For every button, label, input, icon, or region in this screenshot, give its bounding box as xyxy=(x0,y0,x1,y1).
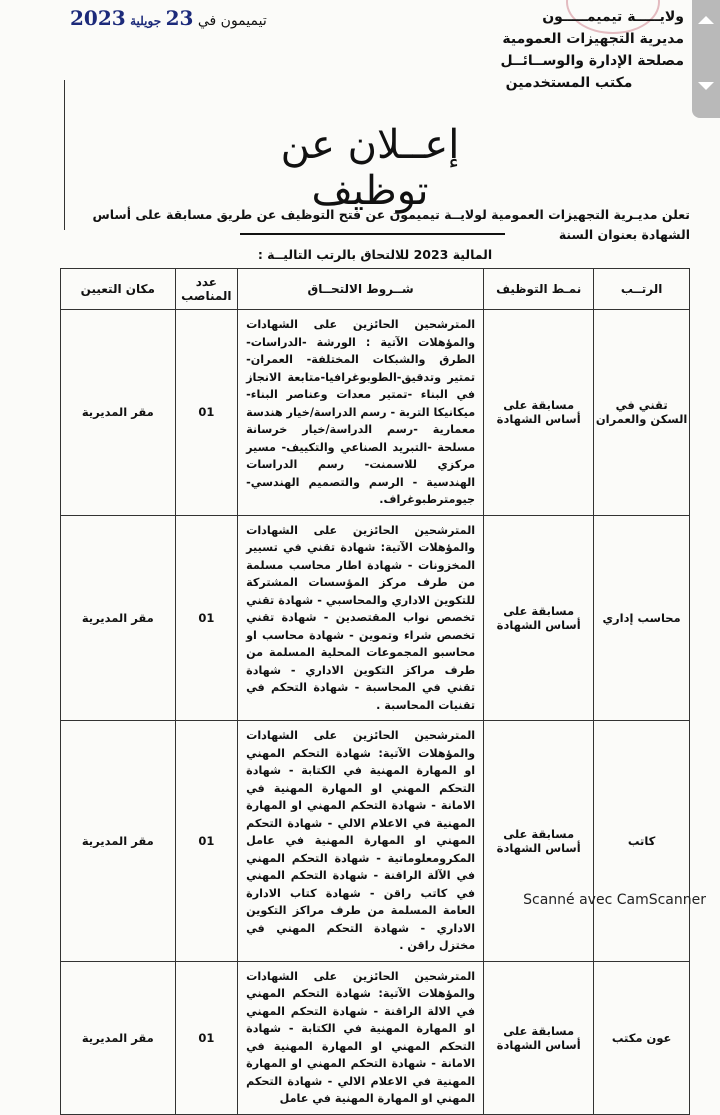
intro-line-2: المالية 2023 للالتحاق بالرتب التاليــة : xyxy=(257,247,493,262)
mode-cell: مسابقة على أساس الشهادة xyxy=(484,515,594,721)
rank-cell: كاتب xyxy=(594,721,690,962)
positions-table xyxy=(60,268,690,1115)
posts-cell: 01 xyxy=(175,721,238,962)
conditions-cell: المترشحين الحائزين على الشهادات والمؤهلات الآتية: شهادة التحكم المهني او المهارة المهنية في الكتابة - شهادة التحكم المهني او المهارة المهنية في الامانة - شهادة التحكم المهني او المهارة المهنية في الاعلام الالي - شهادة التحكم المهني او المهارة المهنية في عامل المكرومعلوماتية - شهادة التحكم المهني في الآلة الراقنة - شهادة التحكم المهني في كاتب راقن - شهادة كتاب الادارة العامة المسلمة من طرف مراكز التكوين الاداري - شهادة التحكم المهني في مختزل راقن . xyxy=(238,721,484,962)
col-mode: نمـط التوظيف xyxy=(484,269,594,310)
table-header-row xyxy=(61,269,690,310)
date-year: 2023 xyxy=(70,6,126,30)
date-month: جويلية xyxy=(130,14,162,28)
mode-cell: مسابقة على أساس الشهادة xyxy=(484,310,594,516)
scroll-control[interactable] xyxy=(692,0,720,118)
date-day: 23 xyxy=(165,6,194,30)
conditions-cell: المترشحين الحائزين على الشهادات والمؤهلات الآتية : الورشة -الدراسات-الطرق والشبكات المختلفة- العمران- تمتير وتدقيق-الطوبوغرافيا-متابعة الانجاز في البناء -تمتير معدات وعناصر البناء-ميكانيكا التربة - رسم الدراسة/خيار هندسة معمارية -رسم الدراسة/خيار خرسانة مسلحة -التبريد الصناعي والتكييف- مسير مركزي للاسمنت- رسم الدراسات الهندسية - الرسم والتصميم الهندسي- جيومترطبوغراف. xyxy=(238,310,484,516)
posts-cell: 01 xyxy=(175,310,238,516)
service-name: مصلحة الإدارة والوســائــل xyxy=(500,53,684,69)
posts-cell: 01 xyxy=(175,515,238,721)
col-rank: الرتــب xyxy=(594,269,690,310)
place-cell: مقر المديرية xyxy=(61,515,176,721)
directorate-name: مديرية التجهيزات العمومية xyxy=(502,31,684,47)
place-cell: مقر المديرية xyxy=(61,721,176,962)
posts-cell: 01 xyxy=(175,961,238,1114)
rank-cell: محاسب إداري xyxy=(594,515,690,721)
wilaya-name: ولايـــــة تيميمـــــون xyxy=(542,9,684,25)
col-place: مكان التعيين xyxy=(61,269,176,310)
date-prefix: تيميمون في xyxy=(197,13,267,29)
letterhead xyxy=(484,6,684,94)
rank-cell: عون مكتب xyxy=(594,961,690,1114)
mode-cell: مسابقة على أساس الشهادة xyxy=(484,721,594,962)
table-row xyxy=(61,310,690,516)
scroll-up-icon[interactable] xyxy=(698,16,714,24)
place-cell: مقر المديرية xyxy=(61,961,176,1114)
intro-line-1: تعلن مديـرية التجهيزات العمومية لولايــة تيميمون عن فتح التوظيف عن طريق مسابقة على أساس الشهادة بعنوان السنة xyxy=(92,207,690,242)
scanner-watermark: Scanné avec CamScanner xyxy=(523,892,706,908)
rank-cell: تقني في السكن والعمران xyxy=(594,310,690,516)
col-posts: عدد المناصب xyxy=(175,269,238,310)
office-name: مكتب المستخدمين xyxy=(505,75,633,91)
conditions-cell: المترشحين الحائزين على الشهادات والمؤهلات الآتية: شهادة التحكم المهني في الالة الراقنة - شهادة التحكم المهني او المهارة المهنية في الكتابة - شهادة التحكم المهني او المهارة المهنية في الامانة - شهادة التحكم المهني او المهارة المهنية في الاعلام الالي - شهادة التحكم المهني او المهارة المهنية في عامل xyxy=(238,961,484,1114)
place-cell: مقر المديرية xyxy=(61,310,176,516)
document-date xyxy=(70,6,267,30)
table-row xyxy=(61,721,690,962)
intro-paragraph xyxy=(60,205,690,265)
scroll-down-icon[interactable] xyxy=(698,82,714,90)
page-title: إعــلان عن توظيف xyxy=(280,122,460,214)
conditions-cell: المترشحين الحائزين على الشهادات والمؤهلات الآتية: شهادة تقني في تسيير المخزونات - شهادة اطار محاسب مسلمة من طرف مركز المؤسسات المشتركة للتكوين الاداري والمحاسبي - شهادة تقني تخصص نواب المقتصدين - شهادة تقني تخصص شراء وتموين - شهادة محاسب او محاسبو المجموعات المحلية المسلمة من طرف مراكز التكوين الاداري - شهادة تقني في المحاسبة - شهادة التحكم في تقنيات المحاسبة . xyxy=(238,515,484,721)
mode-cell: مسابقة على أساس الشهادة xyxy=(484,961,594,1114)
table-row xyxy=(61,515,690,721)
col-conditions: شــروط الالتحــاق xyxy=(238,269,484,310)
table-row xyxy=(61,961,690,1114)
